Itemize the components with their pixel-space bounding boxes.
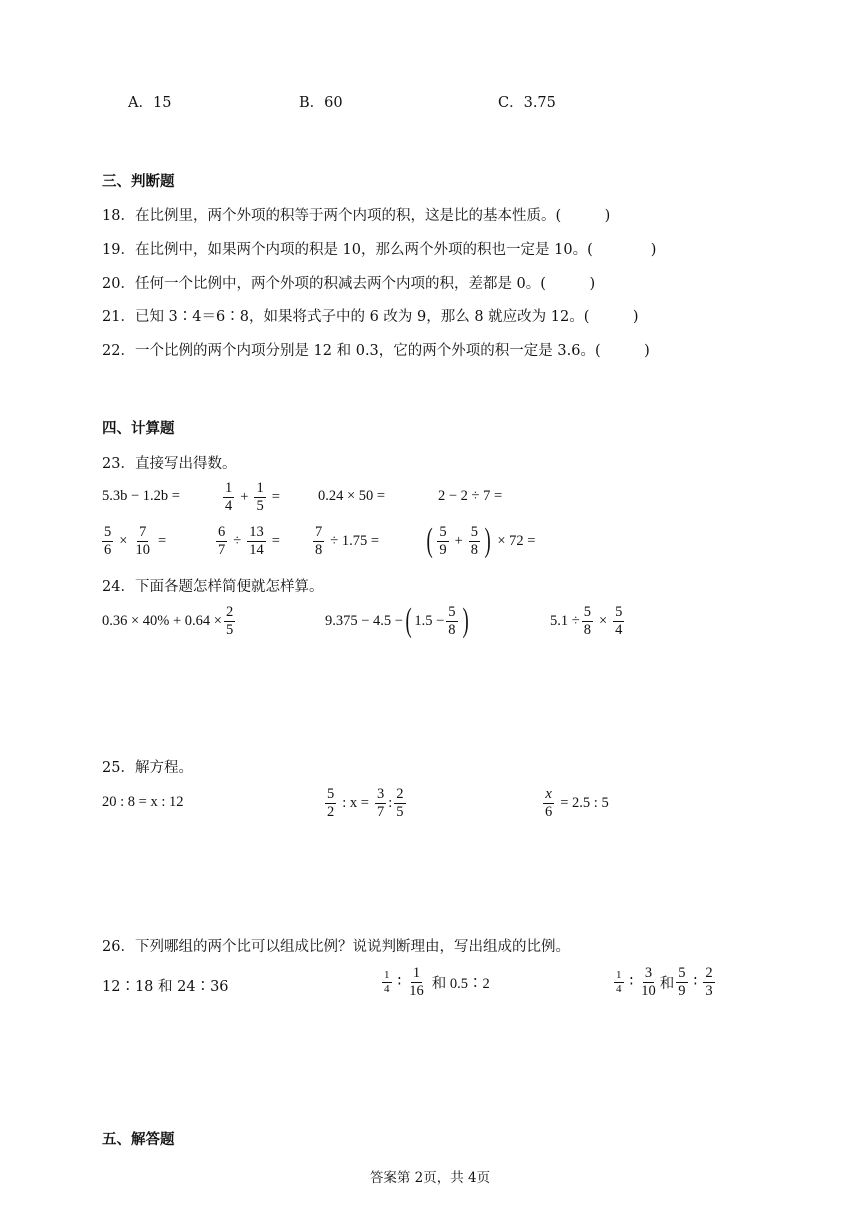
fraction: $\frac{2}{5}$	[396, 786, 404, 820]
right-paren: )	[462, 602, 469, 640]
fraction: $\frac{7}{10}$	[135, 524, 150, 558]
section-heading-calculation: 四、计算题	[102, 420, 175, 437]
fraction: $\frac{3}{7}$	[376, 786, 385, 820]
question-25-prompt: 25．解方程。	[102, 760, 193, 776]
q23-expr-1: 5.3b − 1.2b =	[102, 488, 180, 504]
page-footer: 答案第 2页，共 4页	[369, 1170, 491, 1186]
fraction: $\frac{6}{7}$	[218, 524, 226, 558]
q25-equation-1: 20 : 8 = x : 12	[102, 794, 184, 810]
q25-equation-2: $\frac{5}{2}$ : x = $\frac{3}{7}$ : $\frac{2}{5}$	[327, 786, 404, 820]
question-20: 20．任何一个比例中，两个外项的积减去两个内项的积，差都是 0。( )	[102, 276, 596, 292]
q24-expr-1: 0.36 × 40% + 0.64 × $\frac{2}{5}$	[102, 604, 234, 638]
fraction: $\frac{5}{9}$	[439, 524, 447, 558]
fraction: $\frac{2}{3}$	[705, 965, 713, 999]
q26-pair-1: 12∶18 和 24∶36	[102, 979, 229, 995]
section-heading-word-problems: 五、解答题	[102, 1131, 175, 1148]
fraction: $\frac{5}{8}$	[583, 604, 591, 638]
fraction: $\frac{7}{8}$	[315, 524, 323, 558]
question-19: 19．在比例中，如果两个内项的积是 10，那么两个外项的积也一定是 10。( )	[102, 242, 657, 258]
q23-expr-7: $\frac{7}{8}$ ÷ 1.75 =	[315, 524, 380, 558]
fraction: $\frac{2}{5}$	[226, 604, 234, 638]
fraction: $\frac{5}{2}$	[327, 786, 335, 820]
fraction: $\frac{1}{4}$	[225, 480, 233, 514]
right-paren: )	[484, 522, 491, 560]
fraction: $\frac{1}{5}$	[256, 480, 264, 514]
fraction: $\frac{5}{4}$	[615, 604, 623, 638]
q24-expr-2: 9.375 − 4.5 − ( 1.5 − $\frac{5}{8}$ )	[325, 602, 469, 640]
q23-expr-5: $\frac{5}{6}$ × $\frac{7}{10}$ =	[104, 524, 167, 558]
q23-expr-3: 0.24 × 50 =	[318, 488, 386, 504]
q26-pair-2: $\frac{1}{4}$ ∶ $\frac{1}{16}$ 和 0.5∶2	[384, 965, 490, 999]
fraction: $\frac{1}{16}$	[409, 965, 424, 999]
fraction: $\frac{5}{8}$	[448, 604, 456, 638]
q25-equation-3: $\frac{x}{6}$ = 2.5 : 5	[545, 786, 609, 820]
question-21: 21．已知 3∶4＝6∶8，如果将式子中的 6 改为 9，那么 8 就应改为 12。( )	[102, 309, 639, 325]
question-26-prompt: 26．下列哪组的两个比可以组成比例？说说判断理由，写出组成的比例。	[102, 939, 570, 955]
fraction: $\frac{5}{8}$	[470, 524, 479, 558]
question-18: 18．在比例里，两个外项的积等于两个内项的积，这是比的基本性质。( )	[102, 208, 611, 224]
fraction: $\frac{5}{9}$	[678, 965, 686, 999]
fraction: $\frac{x}{6}$	[545, 786, 553, 820]
left-paren: (	[405, 602, 412, 640]
fraction: $\frac{3}{10}$	[641, 965, 656, 999]
left-paren: (	[426, 522, 433, 560]
fraction: $\frac{5}{6}$	[104, 524, 112, 558]
fraction: $\frac{13}{14}$	[249, 524, 264, 558]
q23-expr-4: 2 − 2 ÷ 7 =	[438, 488, 503, 504]
q23-expr-6: $\frac{6}{7}$ ÷ $\frac{13}{14}$ =	[218, 524, 280, 558]
question-22: 22．一个比例的两个内项分别是 12 和 0.3，它的两个外项的积一定是 3.6。( )	[102, 343, 650, 359]
option-a: A．15	[128, 95, 172, 111]
option-c: C．3.75	[498, 95, 556, 111]
q24-expr-3: 5.1 ÷ $\frac{5}{8}$ × $\frac{5}{4}$	[550, 604, 623, 638]
q23-expr-8: ( $\frac{5}{9}$ + $\frac{5}{8}$ ) × 72 =	[426, 522, 536, 560]
section-heading-judgement: 三、判断题	[102, 173, 175, 190]
q23-expr-2: $\frac{1}{4}$ + $\frac{1}{5}$ =	[225, 480, 280, 514]
fraction: $\frac{1}{4}$	[616, 969, 622, 995]
fraction: $\frac{1}{4}$	[384, 969, 390, 995]
question-23-prompt: 23．直接写出得数。	[102, 456, 237, 472]
q26-pair-3: $\frac{1}{4}$ ∶ $\frac{3}{10}$ 和 $\frac{5}{9}$ ∶ $\frac{2}{3}$	[616, 965, 713, 999]
question-24-prompt: 24．下面各题怎样简便就怎样算。	[102, 579, 324, 595]
option-b: B．60	[299, 95, 343, 111]
